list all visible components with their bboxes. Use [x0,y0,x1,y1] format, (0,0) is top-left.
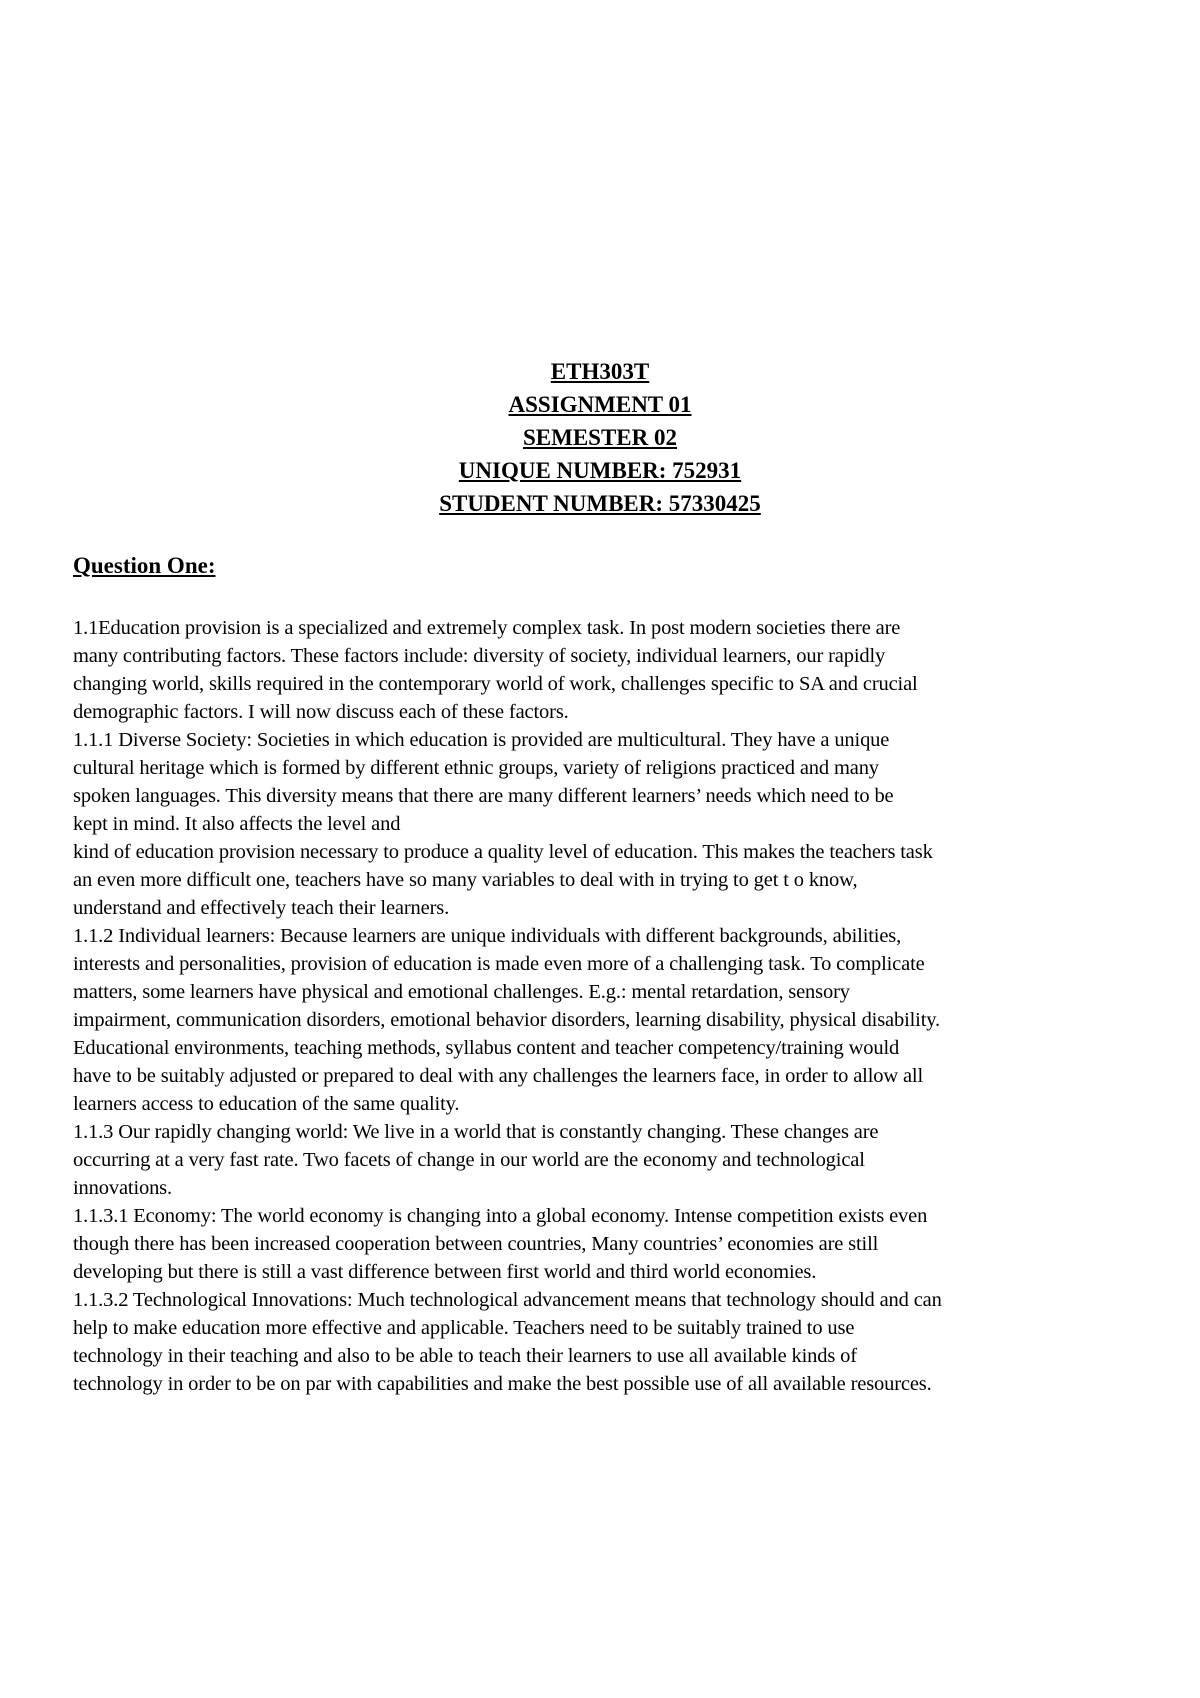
body-line: help to make education more effective and applicable. Teachers need to be suitably trained to use [73,1317,855,1339]
body-line: have to be suitably adjusted or prepared to deal with any challenges the learners face, in order to allow all [73,1065,924,1087]
body-line: innovations. [73,1177,172,1199]
body-line: 1.1.3 Our rapidly changing world: We live in a world that is constantly changing. These changes are [73,1121,879,1143]
body-line: kind of education provision necessary to produce a quality level of education. This makes the teachers task [73,841,933,863]
body-line: impairment, communication disorders, emotional behavior disorders, learning disability, physical disability. [73,1009,941,1031]
student-number: STUDENT NUMBER: 57330425 [439,491,761,516]
question-heading: Question One: [73,553,216,578]
semester-label: SEMESTER 02 [522,425,677,450]
body-line: technology in their teaching and also to be able to teach their learners to use all available kinds of [73,1345,857,1367]
body-line: developing but there is still a vast difference between first world and third world economies. [73,1261,817,1283]
body-line: though there has been increased cooperation between countries, Many countries’ economies are still [73,1233,879,1255]
body-line: cultural heritage which is formed by different ethnic groups, variety of religions practiced and many [73,757,879,779]
body-line: interests and personalities, provision of education is made even more of a challenging task. To complicate [73,953,925,975]
body-line: understand and effectively teach their learners. [73,897,450,919]
body-line: matters, some learners have physical and emotional challenges. E.g.: mental retardation, sensory [73,981,850,1003]
body-line: kept in mind. It also affects the level and [73,813,401,835]
unique-number: UNIQUE NUMBER: 752931 [458,458,742,483]
body-line: learners access to education of the same quality. [73,1093,460,1115]
body-line: 1.1.2 Individual learners: Because learners are unique individuals with different backgrounds, abilities, [73,925,902,947]
body-line: an even more difficult one, teachers have so many variables to deal with in trying to get t o know, [73,869,858,891]
body-line: occurring at a very fast rate. Two facets of change in our world are the economy and technological [73,1149,865,1171]
body-line: changing world, skills required in the contemporary world of work, challenges specific to SA and crucial [73,673,918,695]
body-line: Educational environments, teaching methods, syllabus content and teacher competency/training would [73,1037,900,1059]
course-code: ETH303T [550,359,650,384]
body-line: many contributing factors. These factors include: diversity of society, individual learners, our rapidly [73,645,886,667]
body-line: 1.1Education provision is a specialized and extremely complex task. In post modern societies there are [73,617,901,639]
answer-body [73,614,1133,1398]
body-line: demographic factors. I will now discuss each of these factors. [73,701,569,723]
body-line: 1.1.3.2 Technological Innovations: Much technological advancement means that technology should and can [73,1289,942,1311]
body-line: 1.1.3.1 Economy: The world economy is changing into a global economy. Intense competition exists even [73,1205,928,1227]
assignment-title: ASSIGNMENT 01 [508,392,692,417]
title-block [0,355,1200,520]
body-line: technology in order to be on par with capabilities and make the best possible use of all available resources. [73,1373,932,1395]
body-line: spoken languages. This diversity means that there are many different learners’ needs which need to be [73,785,894,807]
body-line: 1.1.1 Diverse Society: Societies in which education is provided are multicultural. They have a unique [73,729,890,751]
